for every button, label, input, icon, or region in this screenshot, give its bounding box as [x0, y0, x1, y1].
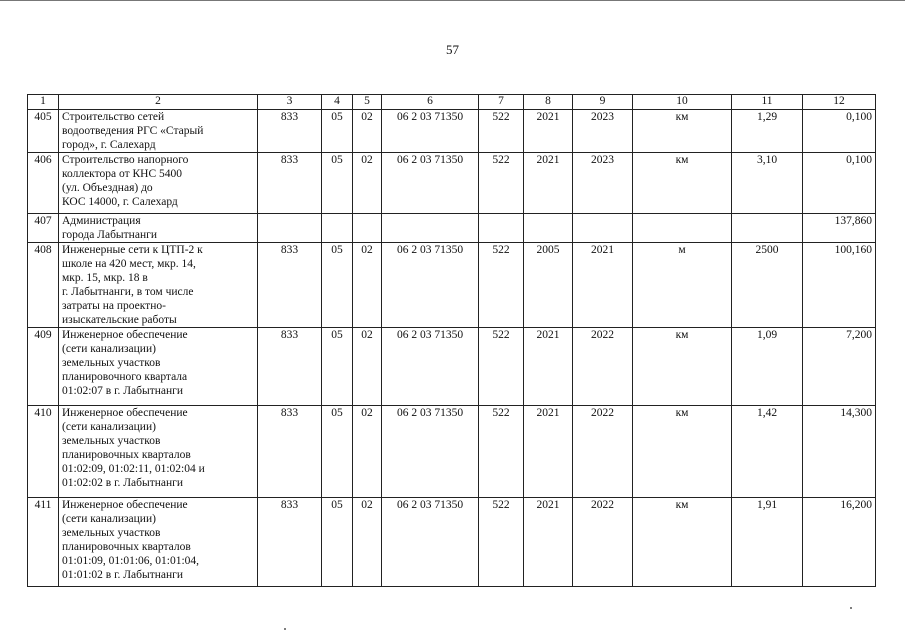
unit-cell: км [633, 498, 732, 587]
row-name-line: (сети канализации) [62, 513, 156, 525]
start-year-cell: 2021 [524, 498, 573, 587]
row-name-line: город», г. Салехард [62, 139, 156, 151]
unit-cell: км [633, 153, 732, 214]
amount-cell: 137,860 [803, 214, 876, 243]
row-name-line: (сети канализации) [62, 421, 156, 433]
amount-cell: 7,200 [803, 328, 876, 406]
target-item-code-cell [382, 214, 479, 243]
row-name-line: Инженерное обеспечение [62, 329, 188, 341]
row-number-cell: 407 [28, 214, 59, 243]
row-name-line: планировочных кварталов [62, 449, 191, 461]
target-item-code-cell: 06 2 03 71350 [382, 110, 479, 153]
expense-type-cell [479, 214, 524, 243]
subsection-code-cell: 02 [353, 406, 382, 498]
unit-cell: км [633, 328, 732, 406]
table-header [28, 95, 876, 110]
amount-cell: 14,300 [803, 406, 876, 498]
row-name-line: Инженерное обеспечение [62, 499, 188, 511]
capacity-cell: 3,10 [732, 153, 803, 214]
ministry-code-cell: 833 [258, 406, 322, 498]
table-row [28, 214, 876, 243]
section-code-cell: 05 [322, 498, 353, 587]
ministry-code-cell: 833 [258, 110, 322, 153]
row-name-line: КОС 14000, г. Салехард [62, 196, 178, 208]
subsection-code-cell: 02 [353, 153, 382, 214]
row-name-cell [59, 243, 258, 328]
capacity-cell [732, 214, 803, 243]
data-table [27, 94, 876, 587]
subsection-code-cell [353, 214, 382, 243]
row-name-line: 01:02:02 в г. Лабытнанги [62, 477, 184, 489]
expense-type-cell: 522 [479, 498, 524, 587]
row-name-line: (ул. Объездная) до [62, 182, 153, 194]
page-number: 57 [446, 42, 459, 57]
target-item-code-cell: 06 2 03 71350 [382, 498, 479, 587]
subsection-code-cell: 02 [353, 110, 382, 153]
row-name-cell [59, 110, 258, 153]
target-item-code-cell: 06 2 03 71350 [382, 328, 479, 406]
column-header: 11 [732, 95, 803, 110]
amount-cell: 0,100 [803, 110, 876, 153]
row-name-line: (сети канализации) [62, 343, 156, 355]
start-year-cell: 2005 [524, 243, 573, 328]
amount-cell: 0,100 [803, 153, 876, 214]
end-year-cell: 2022 [573, 328, 633, 406]
table-row [28, 153, 876, 214]
row-number-cell: 408 [28, 243, 59, 328]
ministry-code-cell: 833 [258, 498, 322, 587]
capacity-cell: 1,09 [732, 328, 803, 406]
end-year-cell [573, 214, 633, 243]
row-name-line: земельных участков [62, 435, 161, 447]
row-number-cell: 406 [28, 153, 59, 214]
column-header: 1 [28, 95, 59, 110]
capacity-cell: 1,91 [732, 498, 803, 587]
row-number-cell: 409 [28, 328, 59, 406]
row-name-line: земельных участков [62, 357, 161, 369]
section-code-cell: 05 [322, 153, 353, 214]
expense-type-cell: 522 [479, 328, 524, 406]
unit-cell: м [633, 243, 732, 328]
column-header: 5 [353, 95, 382, 110]
target-item-code-cell: 06 2 03 71350 [382, 153, 479, 214]
end-year-cell: 2021 [573, 243, 633, 328]
end-year-cell: 2022 [573, 498, 633, 587]
section-code-cell: 05 [322, 243, 353, 328]
row-name-cell [59, 406, 258, 498]
page-top-edge [0, 0, 905, 1]
row-name-line: 01:01:02 в г. Лабытнанги [62, 569, 184, 581]
end-year-cell: 2023 [573, 110, 633, 153]
section-code-cell: 05 [322, 328, 353, 406]
row-name-line: 01:01:09, 01:01:06, 01:01:04, [62, 555, 200, 567]
start-year-cell: 2021 [524, 110, 573, 153]
row-name-line: коллектора от КНС 5400 [62, 168, 182, 180]
row-name-line: земельных участков [62, 527, 161, 539]
row-name-cell [59, 214, 258, 243]
expense-type-cell: 522 [479, 243, 524, 328]
table-row [28, 406, 876, 498]
row-number-cell: 410 [28, 406, 59, 498]
section-code-cell [322, 214, 353, 243]
column-header: 9 [573, 95, 633, 110]
column-header: 6 [382, 95, 479, 110]
scan-speck [850, 607, 852, 609]
table-body [28, 110, 876, 587]
row-name-line: затраты на проектно- [62, 300, 166, 312]
section-code-cell: 05 [322, 406, 353, 498]
row-name-line: водоотведения РГС «Старый [62, 125, 204, 137]
row-name-line: Инженерные сети к ЦТП-2 к [62, 244, 203, 256]
subsection-code-cell: 02 [353, 498, 382, 587]
row-name-line: города Лабытнанги [62, 229, 157, 241]
column-header: 4 [322, 95, 353, 110]
column-header: 3 [258, 95, 322, 110]
row-name-line: г. Лабытнанги, в том числе [62, 286, 194, 298]
end-year-cell: 2022 [573, 406, 633, 498]
row-name-line: 01:02:07 в г. Лабытнанги [62, 385, 184, 397]
amount-cell: 16,200 [803, 498, 876, 587]
row-name-line: мкр. 15, мкр. 18 в [62, 272, 148, 284]
start-year-cell: 2021 [524, 328, 573, 406]
unit-cell: км [633, 110, 732, 153]
ministry-code-cell: 833 [258, 328, 322, 406]
row-number-cell: 405 [28, 110, 59, 153]
capacity-cell: 1,29 [732, 110, 803, 153]
table-row [28, 243, 876, 328]
target-item-code-cell: 06 2 03 71350 [382, 243, 479, 328]
column-header: 7 [479, 95, 524, 110]
ministry-code-cell: 833 [258, 153, 322, 214]
row-name-line: Строительство напорного [62, 154, 189, 166]
expense-type-cell: 522 [479, 153, 524, 214]
column-header: 8 [524, 95, 573, 110]
row-name-line: Администрация [62, 215, 141, 227]
row-name-line: школе на 420 мест, мкр. 14, [62, 258, 196, 270]
row-name-cell [59, 153, 258, 214]
expense-type-cell: 522 [479, 110, 524, 153]
section-code-cell: 05 [322, 110, 353, 153]
row-name-line: Инженерное обеспечение [62, 407, 188, 419]
amount-cell: 100,160 [803, 243, 876, 328]
start-year-cell [524, 214, 573, 243]
column-header: 10 [633, 95, 732, 110]
ministry-code-cell [258, 214, 322, 243]
start-year-cell: 2021 [524, 406, 573, 498]
capacity-cell: 2500 [732, 243, 803, 328]
table-row [28, 328, 876, 406]
row-name-line: планировочных кварталов [62, 541, 191, 553]
row-name-line: 01:02:09, 01:02:11, 01:02:04 и [62, 463, 205, 475]
ministry-code-cell: 833 [258, 243, 322, 328]
column-header: 2 [59, 95, 258, 110]
scan-speck [284, 628, 286, 630]
row-name-line: изыскательские работы [62, 314, 177, 326]
target-item-code-cell: 06 2 03 71350 [382, 406, 479, 498]
subsection-code-cell: 02 [353, 328, 382, 406]
row-name-cell [59, 498, 258, 587]
capacity-cell: 1,42 [732, 406, 803, 498]
row-number-cell: 411 [28, 498, 59, 587]
start-year-cell: 2021 [524, 153, 573, 214]
end-year-cell: 2023 [573, 153, 633, 214]
unit-cell: км [633, 406, 732, 498]
row-name-cell [59, 328, 258, 406]
expense-type-cell: 522 [479, 406, 524, 498]
unit-cell [633, 214, 732, 243]
row-name-line: планировочного квартала [62, 371, 188, 383]
table-row [28, 498, 876, 587]
row-name-line: Строительство сетей [62, 111, 165, 123]
column-header: 12 [803, 95, 876, 110]
table-row [28, 110, 876, 153]
subsection-code-cell: 02 [353, 243, 382, 328]
